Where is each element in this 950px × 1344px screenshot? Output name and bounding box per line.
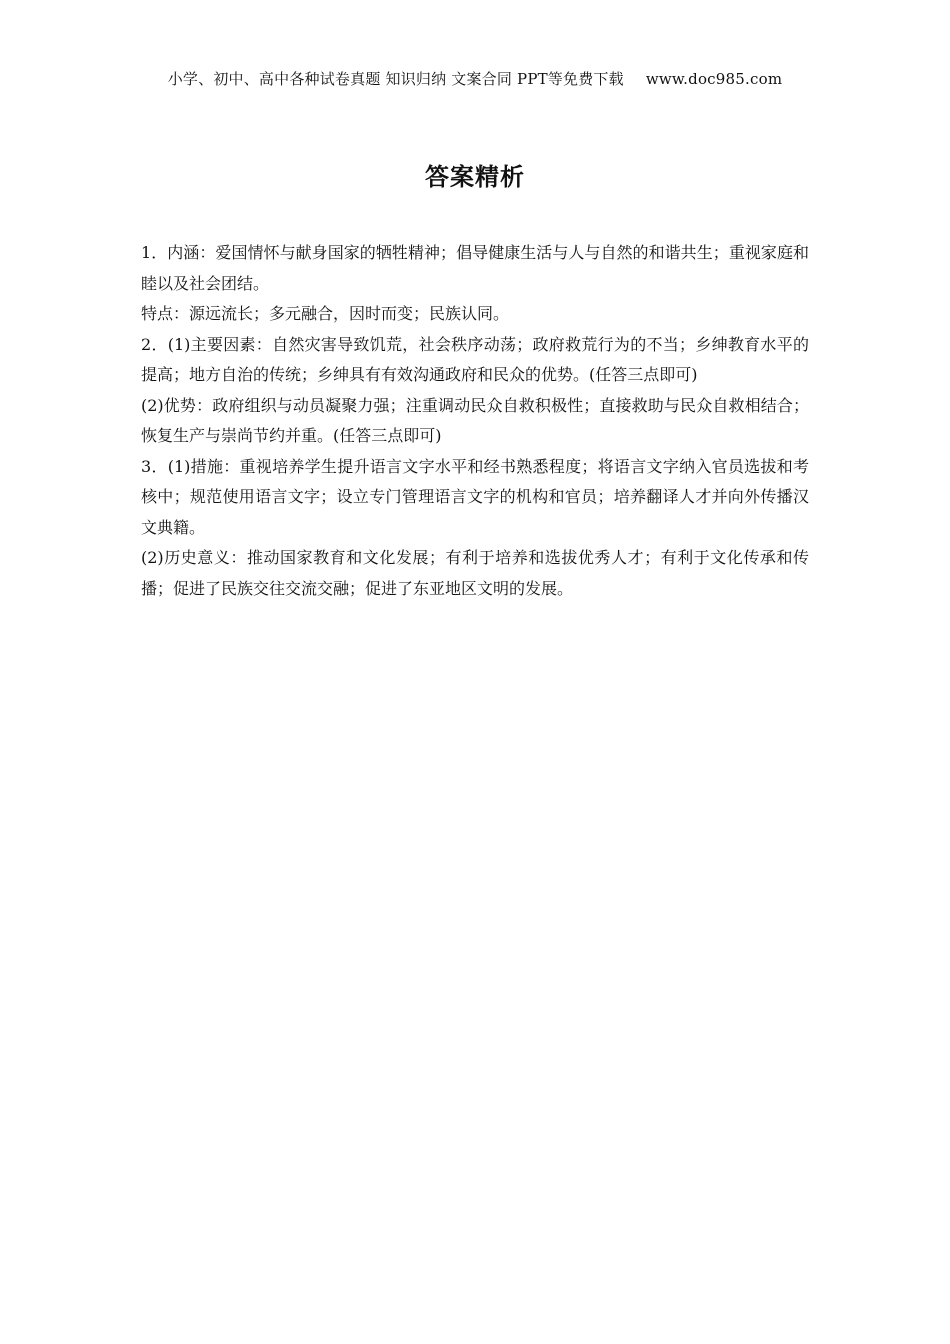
answer-paragraph: (2)优势：政府组织与动员凝聚力强；注重调动民众自救积极性；直接救助与民众自救相结合；恢复生产与崇尚节约并重。(任答三点即可) — [141, 395, 809, 445]
answer-paragraph: 特点：源远流长；多元融合，因时而变；民族认同。 — [141, 304, 510, 323]
header-site-link[interactable]: www.doc985.com — [645, 70, 783, 88]
answer-content — [141, 238, 809, 604]
answer-paragraph: (2)历史意义：推动国家教育和文化发展；有利于培养和选拔优秀人才；有利于文化传承和传播；促进了民族交往交流交融；促进了东亚地区文明的发展。 — [141, 548, 809, 598]
page-header — [0, 69, 950, 89]
answer-paragraph: 1．内涵：爱国情怀与献身国家的牺牲精神；倡导健康生活与人与自然的和谐共生；重视家庭和睦以及社会团结。 — [141, 243, 809, 293]
answer-paragraph: 2．(1)主要因素：自然灾害导致饥荒，社会秩序动荡；政府救荒行为的不当；乡绅教育水平的提高；地方自治的传统；乡绅具有有效沟通政府和民众的优势。(任答三点即可) — [141, 334, 809, 384]
page-title: 答案精析 — [425, 163, 525, 191]
answer-paragraph: 3．(1)措施：重视培养学生提升语言文字水平和经书熟悉程度；将语言文字纳入官员选拔和考核中；规范使用语言文字；设立专门管理语言文字的机构和官员；培养翻译人才并向外传播汉文典籍。 — [141, 456, 809, 537]
header-text: 小学、初中、高中各种试卷真题 知识归纳 文案合同 PPT等免费下载 — [167, 70, 624, 88]
